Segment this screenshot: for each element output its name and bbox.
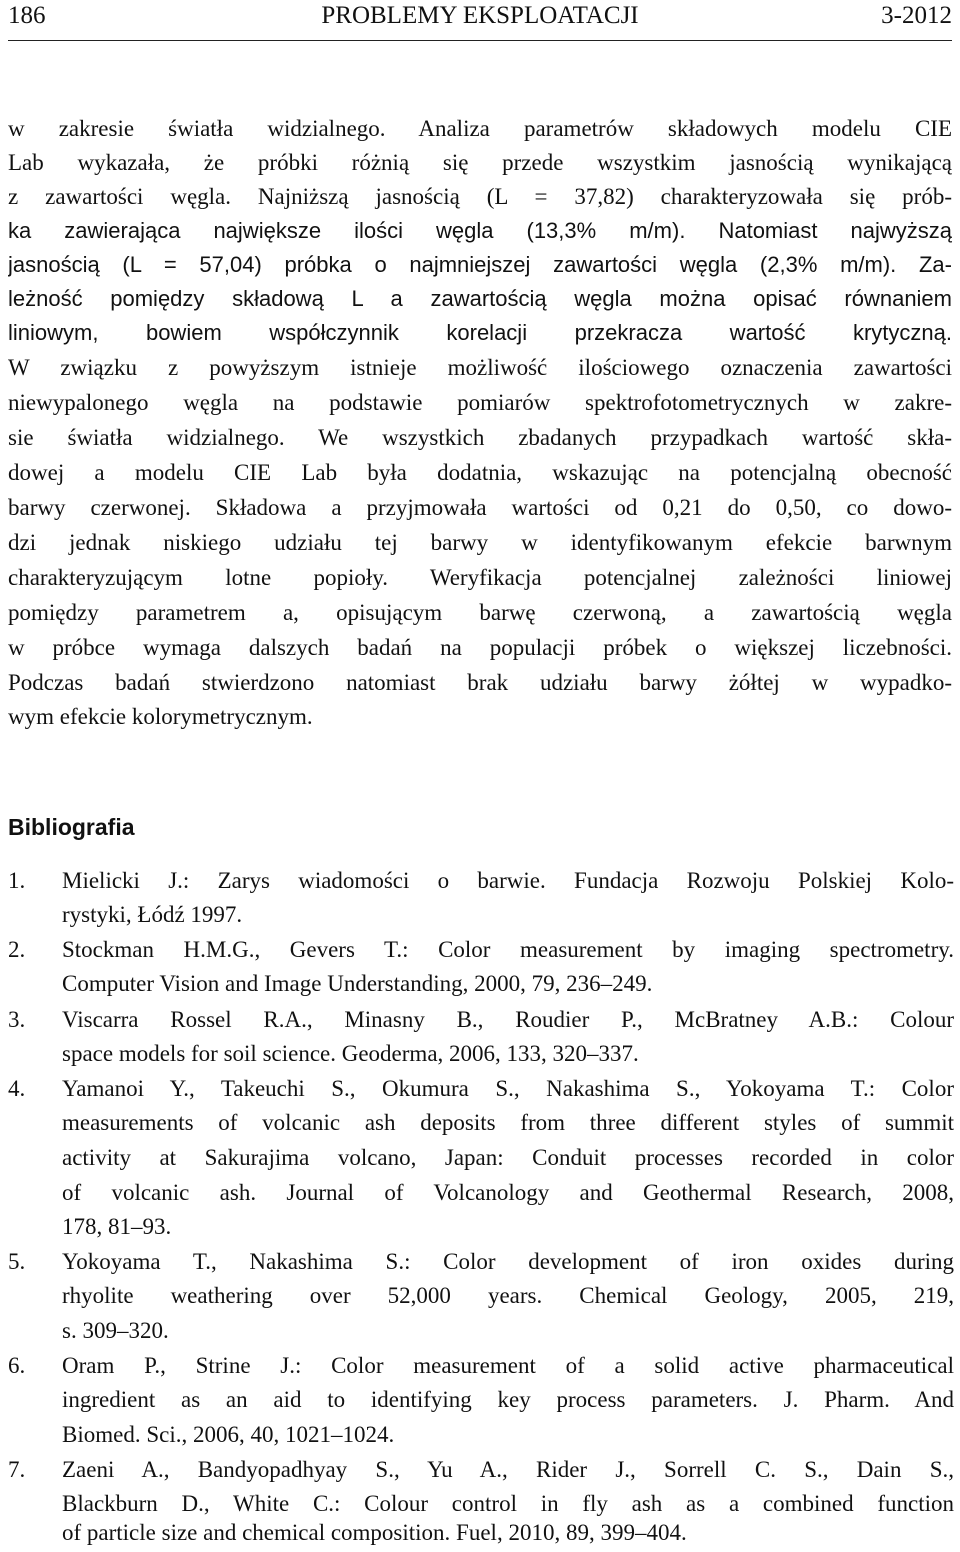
body-line: w zakresie światła widzialnego. Analiza parametrów składowych modelu CIE [8,116,952,141]
reference-line: Yamanoi Y., Takeuchi S., Okumura S., Nakashima S., Yokoyama T.: Color [62,1076,954,1101]
issue-number: 3-2012 [881,2,952,29]
body-line: charakteryzującym lotne popioły. Weryfikacja potencjalnej zależności liniowej [8,565,952,590]
reference-line: rhyolite weathering over 52,000 years. Chemical Geology, 2005, 219, [62,1283,954,1308]
body-line: barwy czerwonej. Składowa a przyjmowała wartości od 0,21 do 0,50, co dowo- [8,495,952,520]
body-line: leżność pomiędzy składową L a zawartością węgla można opisać równaniem [8,286,952,311]
body-line: sie światła widzialnego. We wszystkich zbadanych przypadkach wartość skła- [8,425,952,450]
body-line: Lab wykazała, że próbki różnią się przede wszystkim jasnością wynikającą [8,150,952,175]
reference-line: measurements of volcanic ash deposits from three different styles of summit [62,1110,954,1135]
reference-line: Biomed. Sci., 2006, 40, 1021–1024. [62,1422,395,1447]
reference-number: 1. [8,868,26,893]
body-line: wym efekcie kolorymetrycznym. [8,704,313,729]
reference-line: s. 309–320. [62,1318,169,1343]
reference-line: Stockman H.M.G., Gevers T.: Color measurement by imaging spectrometry. [62,937,954,962]
reference-line: Zaeni A., Bandyopadhyay S., Yu A., Rider J., Sorrell C. S., Dain S., [62,1457,954,1482]
reference-line: Yokoyama T., Nakashima S.: Color development of iron oxides during [62,1249,954,1274]
body-line: ka zawierająca największe ilości węgla (13,3% m/m). Natomiast najwyższą [8,218,952,243]
reference-line: rystyki, Łódź 1997. [62,902,243,927]
page-number: 186 [8,2,46,29]
reference-line: space models for soil science. Geoderma, 2006, 133, 320–337. [62,1041,639,1066]
reference-number: 7. [8,1457,26,1482]
reference-line: ingredient as an aid to identifying key process parameters. J. Pharm. And [62,1387,954,1412]
reference-line: Computer Vision and Image Understanding, 2000, 79, 236–249. [62,971,653,996]
body-line: jasnością (L = 57,04) próbka o najmniejszej zawartości węgla (2,3% m/m). Za- [8,252,952,277]
body-line: dzi jednak niskiego udziału tej barwy w identyfikowanym efekcie barwnym [8,530,952,555]
reference-number: 2. [8,937,26,962]
body-line: liniowym, bowiem współczynnik korelacji przekracza wartość krytyczną. [8,320,952,345]
reference-line: Blackburn D., White C.: Colour control in fly ash as a combined function [62,1491,954,1516]
reference-line: activity at Sakurajima volcano, Japan: Conduit processes recorded in color [62,1145,954,1170]
reference-number: 5. [8,1249,26,1274]
reference-line: of particle size and chemical composition. Fuel, 2010, 89, 399–404. [62,1520,687,1545]
reference-line: Mielicki J.: Zarys wiadomości o barwie. Fundacja Rozwoju Polskiej Kolo- [62,868,954,893]
body-line: niewypalonego węgla na podstawie pomiarów spektrofotometrycznych w zakre- [8,390,952,415]
body-line: w próbce wymaga dalszych badań na populacji próbek o większej liczebności. [8,635,952,660]
reference-number: 6. [8,1353,26,1378]
body-line: W związku z powyższym istnieje możliwość ilościowego oznaczenia zawartości [8,355,952,380]
journal-title: PROBLEMY EKSPLOATACJI [321,2,639,29]
reference-line: 178, 81–93. [62,1214,172,1239]
bibliography-heading: Bibliografia [8,814,135,840]
reference-number: 4. [8,1076,26,1101]
body-line: z zawartości węgla. Najniższą jasnością (L = 37,82) charakteryzowała się prób- [8,184,952,209]
body-line: dowej a modelu CIE Lab była dodatnia, wskazując na potencjalną obecność [8,460,952,485]
body-line: pomiędzy parametrem a, opisującym barwę czerwoną, a zawartością węgla [8,600,952,625]
reference-line: Oram P., Strine J.: Color measurement of a solid active pharmaceutical [62,1353,954,1378]
body-line: Podczas badań stwierdzono natomiast brak udziału barwy żółtej w wypadko- [8,670,952,695]
page-header [8,0,952,41]
reference-number: 3. [8,1007,26,1032]
reference-line: Viscarra Rossel R.A., Minasny B., Roudier P., McBratney A.B.: Colour [62,1007,954,1032]
reference-line: of volcanic ash. Journal of Volcanology and Geothermal Research, 2008, [62,1180,954,1205]
